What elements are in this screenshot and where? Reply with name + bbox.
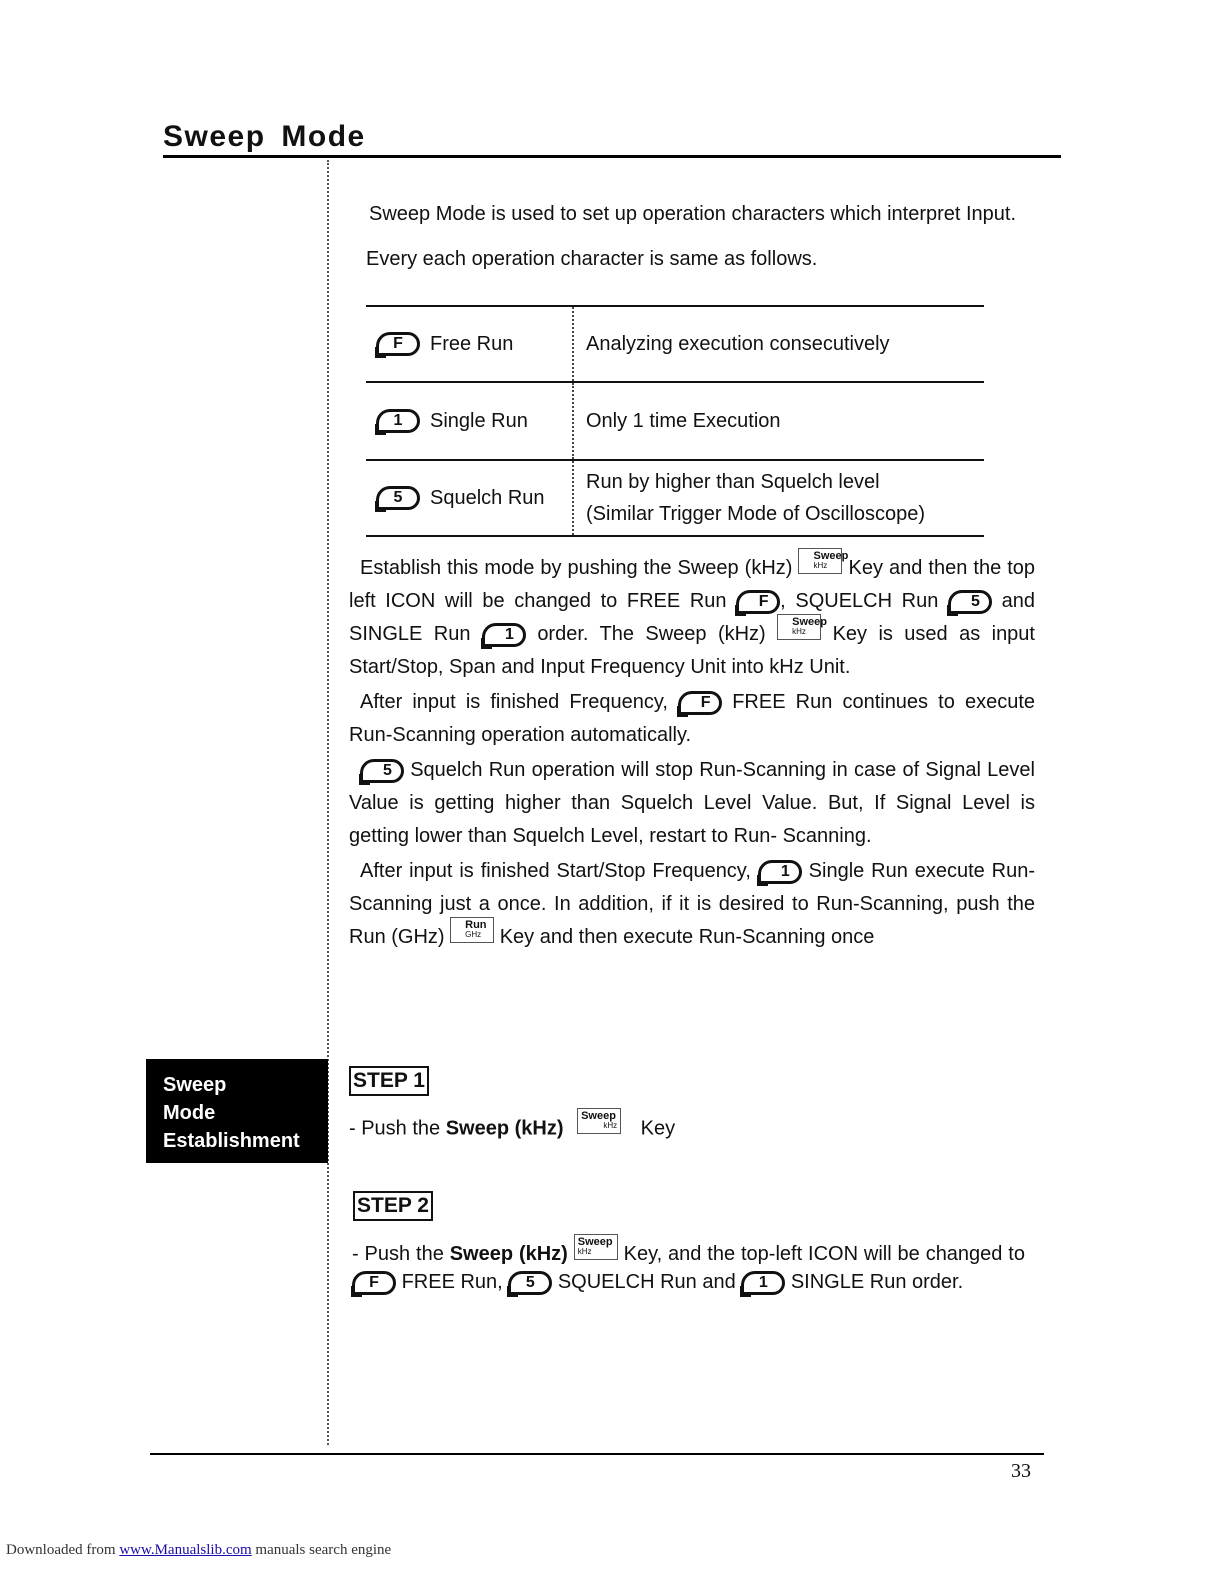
sweep-key-icon: Sweep kHz [798,548,842,574]
mode-cell [366,383,574,459]
footer-text: Downloaded from [6,1542,120,1558]
text-run: Key and then the top left ICON will be changed to FREE Run [349,557,1036,612]
text-run: - Push the [352,1243,450,1265]
text-run: FREE Run, [401,1271,503,1293]
text-run: After input is finished Frequency, [360,691,668,713]
sweep-key-icon: Sweep kHz [577,1108,621,1134]
free-run-icon: F [736,590,780,614]
sweep-key-icon: Sweep kHz [777,614,821,640]
text-run: Establish this mode by pushing the Sweep (kHz) [360,557,793,579]
description-cell [574,307,984,381]
description-cell [574,383,984,459]
intro-line-2: Every each operation character is same as follows. [366,248,818,270]
table-row [366,381,984,459]
text-run: - Push the [349,1117,446,1140]
single-run-icon: 1 [741,1271,785,1295]
footer-text: manuals search engine [251,1542,392,1558]
sweep-mode-table [366,305,984,537]
key-name: Sweep (kHz) [445,1117,564,1140]
step-label: STEP 1 [349,1066,429,1096]
free-run-icon: F [376,332,420,356]
description-text: Run by higher than Squelch level [586,471,880,493]
single-run-icon: 1 [376,409,420,433]
description-text-2: (Similar Trigger Mode of Oscilloscope) [586,503,925,525]
download-footer [6,1542,391,1559]
squelch-run-icon: 5 [948,590,992,614]
squelch-run-icon: 5 [376,486,420,510]
step-2-text [352,1235,1025,1296]
mode-cell [366,307,574,381]
mode-label: Single Run [430,409,528,432]
run-key-icon: Run GHz [450,917,494,943]
text-run: order. The Sweep (kHz) [537,623,766,645]
side-label-line: Sweep [163,1074,227,1096]
step-1-heading [349,1066,429,1096]
title-underline [163,155,1061,158]
squelch-run-icon: 5 [508,1271,552,1295]
step-1-text [349,1110,676,1142]
text-run: Squelch Run operation will stop Run-Scanning in case of Signal Level Value is getting higher than Squelch Level Value. But, If Signal Level is getting lower than Squelch Level, restart to Run- Scanning. [349,759,1035,847]
mode-label: Free Run [430,332,514,355]
text-run: SQUELCH Run and [557,1271,736,1293]
page-number: 33 [1011,1460,1031,1482]
page-title: Sweep Mode [163,120,366,153]
free-run-icon: F [678,691,722,715]
body-text [349,549,1036,954]
paragraph-squelch-run [349,754,1035,853]
single-run-icon: 1 [482,623,526,647]
table-row [366,459,984,537]
text-run: FREE Run continues to execute Run-Scanning operation automatically. [349,691,1035,746]
text-run: and SINGLE Run [349,590,1036,645]
description-text: Analyzing execution consecutively [586,333,890,355]
paragraph-single-run [349,855,1035,954]
single-run-icon: 1 [758,860,802,884]
text-run: SINGLE Run order. [790,1271,964,1293]
intro-line-1: Sweep Mode is used to set up operation characters which interpret Input. [369,203,1017,225]
text-run: , SQUELCH Run [780,590,939,612]
footer-rule [150,1453,1044,1455]
step-2-paragraph [352,1235,1025,1296]
description-cell [574,461,984,535]
text-run: Key is used as input Start/Stop, Span and Input Frequency Unit into kHz Unit. [349,623,1035,678]
free-run-icon: F [352,1271,396,1295]
text-run: After input is finished Start/Stop Frequency, [360,860,751,882]
squelch-run-icon: 5 [360,759,404,783]
paragraph-establish [349,549,1036,684]
paragraph-free-run [349,686,1035,752]
dotted-column-divider [327,160,329,1445]
side-label-line: Establishment [163,1130,300,1152]
text-run: Single Run execute Run-Scanning just a once. In addition, if it is desired to Run-Scanning, push the Run (GHz) [349,860,1035,948]
description-text: Only 1 time Execution [586,410,781,432]
text-run: Key [640,1117,676,1140]
step-label: STEP 2 [353,1191,433,1221]
step-2-heading [353,1191,433,1221]
sweep-key-icon: Sweep kHz [574,1234,618,1260]
section-side-label [146,1059,328,1163]
text-run: Key, and the top-left ICON will be changed to [623,1243,1025,1265]
key-name: Sweep (kHz) [449,1243,568,1265]
mode-label: Squelch Run [430,486,545,509]
side-label-line: Mode [163,1102,216,1124]
text-run: Key and then execute Run-Scanning once [499,926,875,948]
mode-cell [366,461,574,535]
table-row [366,305,984,381]
manualslib-link[interactable]: www.Manualslib.com [119,1542,252,1558]
